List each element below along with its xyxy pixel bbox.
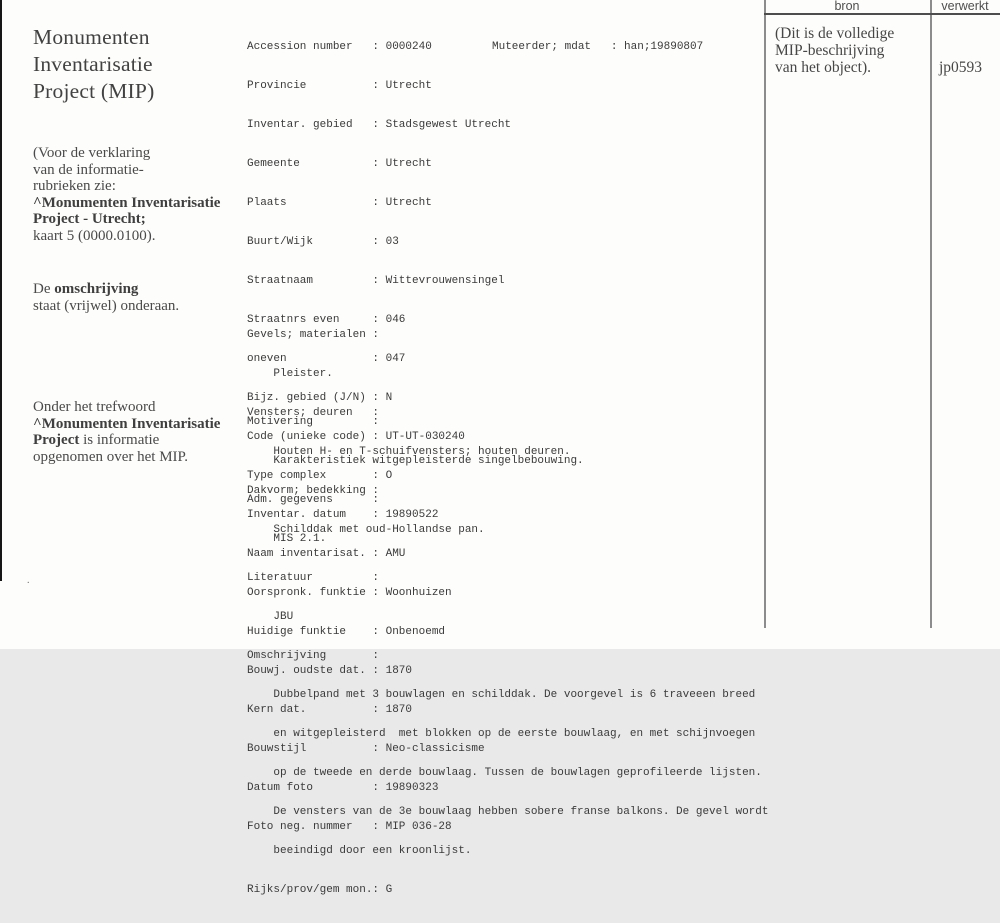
note-text: is informatie [79, 432, 160, 449]
field-separator: : [372, 509, 380, 521]
record-field-row [247, 41, 704, 54]
field-label: Literatuur [247, 572, 314, 584]
field-value: 19890323 [385, 782, 439, 794]
field-label: Straatnrs even [247, 314, 340, 326]
scan-edge-line [0, 0, 2, 581]
verwerkt-column-header: verwerkt [941, 0, 989, 13]
field-label: Bijz. gebied (J/N) [247, 392, 366, 404]
column-divider-right [930, 0, 932, 628]
note-text: De [33, 281, 55, 297]
field-value: UT-UT-030240 [385, 431, 465, 443]
sidebar-note-omschrijving [33, 281, 179, 314]
field-separator: : [372, 158, 380, 170]
field-label: Motivering [247, 416, 314, 428]
detail-text: JBU [273, 611, 294, 623]
field-label: Kern dat. [247, 704, 307, 716]
field-value: Woonhuizen [385, 587, 452, 599]
field-label: oneven [247, 353, 287, 365]
field-label: Adm. gegevens [247, 494, 333, 506]
field-separator: : [372, 407, 380, 419]
title-line: Monumenten [33, 25, 150, 49]
field-separator: : [372, 782, 380, 794]
field-label: Type complex [247, 470, 327, 482]
note-line: (Dit is de volledige [775, 25, 895, 42]
note-line [33, 432, 220, 449]
field-label: Bouwj. oudste dat. [247, 665, 366, 677]
note-line: van het object). [775, 59, 871, 76]
omschrijving-line: op de tweede en derde bouwlaag. Tussen de bouwlagen geprofileerde lijsten. [273, 767, 762, 779]
field-value: han;19890807 [624, 41, 704, 53]
note-line: Onder het trefwoord [33, 399, 156, 415]
field-value: Neo-classicisme [385, 743, 485, 755]
note-line: staat (vrijwel) onderaan. [33, 297, 180, 314]
note-line [33, 281, 179, 298]
note-line: opgenomen over het MIP. [33, 448, 188, 465]
field-value: 047 [385, 353, 406, 365]
field-label: Buurt/Wijk [247, 236, 314, 248]
detail-label-row [247, 650, 768, 663]
note-line: (Voor de verklaring [33, 145, 151, 161]
note-line-bold: ^Monumenten Inventarisatie [33, 415, 221, 432]
field-value: N [385, 392, 393, 404]
field-label: Code (unieke code) [247, 431, 366, 443]
field-label: Straatnaam [247, 275, 314, 287]
field-separator: : [372, 329, 380, 341]
note-text-bold: Project [33, 432, 80, 449]
field-separator: : [372, 41, 380, 53]
field-value: G [385, 884, 393, 896]
record-field-row [247, 236, 511, 249]
field-separator: : [372, 548, 380, 560]
field-separator: : [372, 353, 380, 365]
field-separator: : [372, 314, 380, 326]
field-value: Utrecht [385, 158, 432, 170]
note-line-bold: Project - Utrecht; [33, 211, 146, 228]
field-value: Onbenoemd [385, 626, 446, 638]
note-line: van de informatie- [33, 161, 144, 178]
note-line: MIP-beschrijving [775, 42, 885, 59]
record-field-row [247, 884, 768, 897]
record-field-row [247, 275, 511, 288]
omschrijving-line: beeindigd door een kroonlijst. [273, 845, 472, 857]
detail-text: Karakteristiek witgepleisterde singelbebouwing. [273, 455, 584, 467]
field-separator: : [372, 572, 380, 584]
scan-speck: . [27, 575, 30, 586]
field-label: Oorspronk. funktie [247, 587, 366, 599]
record-field-row [247, 197, 511, 210]
field-separator: : [372, 236, 380, 248]
field-label: Plaats [247, 197, 287, 209]
column-divider-left [764, 0, 766, 628]
verwerkt-code: jp0593 [939, 59, 983, 76]
note-text-bold: omschrijving [54, 281, 139, 297]
field-value: 046 [385, 314, 406, 326]
field-separator: : [372, 650, 380, 662]
record-notes [247, 390, 768, 923]
field-label: Inventar. datum [247, 509, 347, 521]
field-label: Datum foto [247, 782, 314, 794]
sidebar-note-reference [33, 145, 220, 245]
field-label: Provincie [247, 80, 307, 92]
field-label: Naam inventarisat. [247, 548, 366, 560]
field-label: Rijks/prov/gem mon. [247, 884, 373, 896]
field-value: AMU [385, 548, 406, 560]
field-separator: : [372, 197, 380, 209]
field-value: O [385, 470, 393, 482]
field-label: Vensters; deuren [247, 407, 353, 419]
field-label: Bouwstijl [247, 743, 307, 755]
field-separator: : [372, 80, 380, 92]
detail-label-row [247, 494, 768, 507]
page-title [33, 24, 154, 105]
sidebar-note-trefwoord [33, 399, 220, 465]
field-separator: : [372, 119, 380, 131]
field-label: Gevels; materialen [247, 329, 366, 341]
note-line: kaart 5 (0000.0100). [33, 227, 156, 244]
field-separator: : [610, 41, 618, 53]
field-label: Dakvorm; bedekking [247, 485, 366, 497]
field-value: Utrecht [385, 80, 432, 92]
detail-text: MIS 2.1. [273, 533, 327, 545]
field-value: Wittevrouwensingel [385, 275, 505, 287]
field-value: 0000240 [385, 41, 432, 53]
bron-note [775, 25, 894, 76]
field-value: Stadsgewest Utrecht [385, 119, 512, 131]
field-separator: : [372, 665, 380, 677]
field-separator: : [372, 884, 380, 896]
note-line-bold: ^Monumenten Inventarisatie [33, 194, 221, 211]
field-label: Huidige funktie [247, 626, 347, 638]
field-separator: : [372, 431, 380, 443]
record-field-row [247, 158, 511, 171]
field-separator: : [372, 743, 380, 755]
field-value: 1870 [385, 704, 413, 716]
detail-text: Pleister. [273, 368, 333, 380]
field-separator: : [372, 704, 380, 716]
title-line: Project (MIP) [33, 79, 155, 103]
bron-column-header: bron [834, 0, 860, 13]
field-separator: : [372, 275, 380, 287]
field-separator: : [372, 587, 380, 599]
field-label: Accession number [247, 41, 353, 53]
omschrijving-line: De vensters van de 3e bouwlaag hebben sobere franse balkons. De gevel wordt [273, 806, 769, 818]
record-field-row [247, 119, 511, 132]
field-label: Inventar. gebied [247, 119, 353, 131]
field-value: 19890522 [385, 509, 439, 521]
field-separator: : [372, 392, 380, 404]
title-line: Inventarisatie [33, 52, 153, 76]
field-label: Omschrijving [247, 650, 327, 662]
detail-label-row [247, 329, 570, 342]
field-value: 03 [385, 236, 399, 248]
detail-label-row [247, 572, 768, 585]
header-rule [764, 13, 1000, 15]
field-separator: : [372, 416, 380, 428]
field-label: Foto neg. nummer [247, 821, 353, 833]
record-field-row [247, 80, 511, 93]
field-value: Utrecht [385, 197, 432, 209]
field-separator: : [372, 485, 380, 497]
field-separator: : [372, 626, 380, 638]
field-label: Muteerder; mdat [492, 41, 592, 53]
field-value: MIP 036-28 [385, 821, 452, 833]
detail-text: Schilddak met oud-Hollandse pan. [273, 524, 485, 536]
omschrijving-line: en witgepleisterd met blokken op de eerste bouwlaag, en met schijnvoegen [273, 728, 756, 740]
field-value: 1870 [385, 665, 413, 677]
field-separator: : [372, 494, 380, 506]
detail-label-row [247, 416, 768, 429]
note-line: rubrieken zie: [33, 178, 116, 195]
field-separator: : [372, 470, 380, 482]
muteerder-field [492, 41, 703, 54]
field-label: Gemeente [247, 158, 300, 170]
field-separator: : [372, 821, 380, 833]
omschrijving-line: Dubbelpand met 3 bouwlagen en schilddak. De voorgevel is 6 traveeen breed [273, 689, 756, 701]
detail-text: Houten H- en T-schuifvensters; houten deuren. [273, 446, 571, 458]
